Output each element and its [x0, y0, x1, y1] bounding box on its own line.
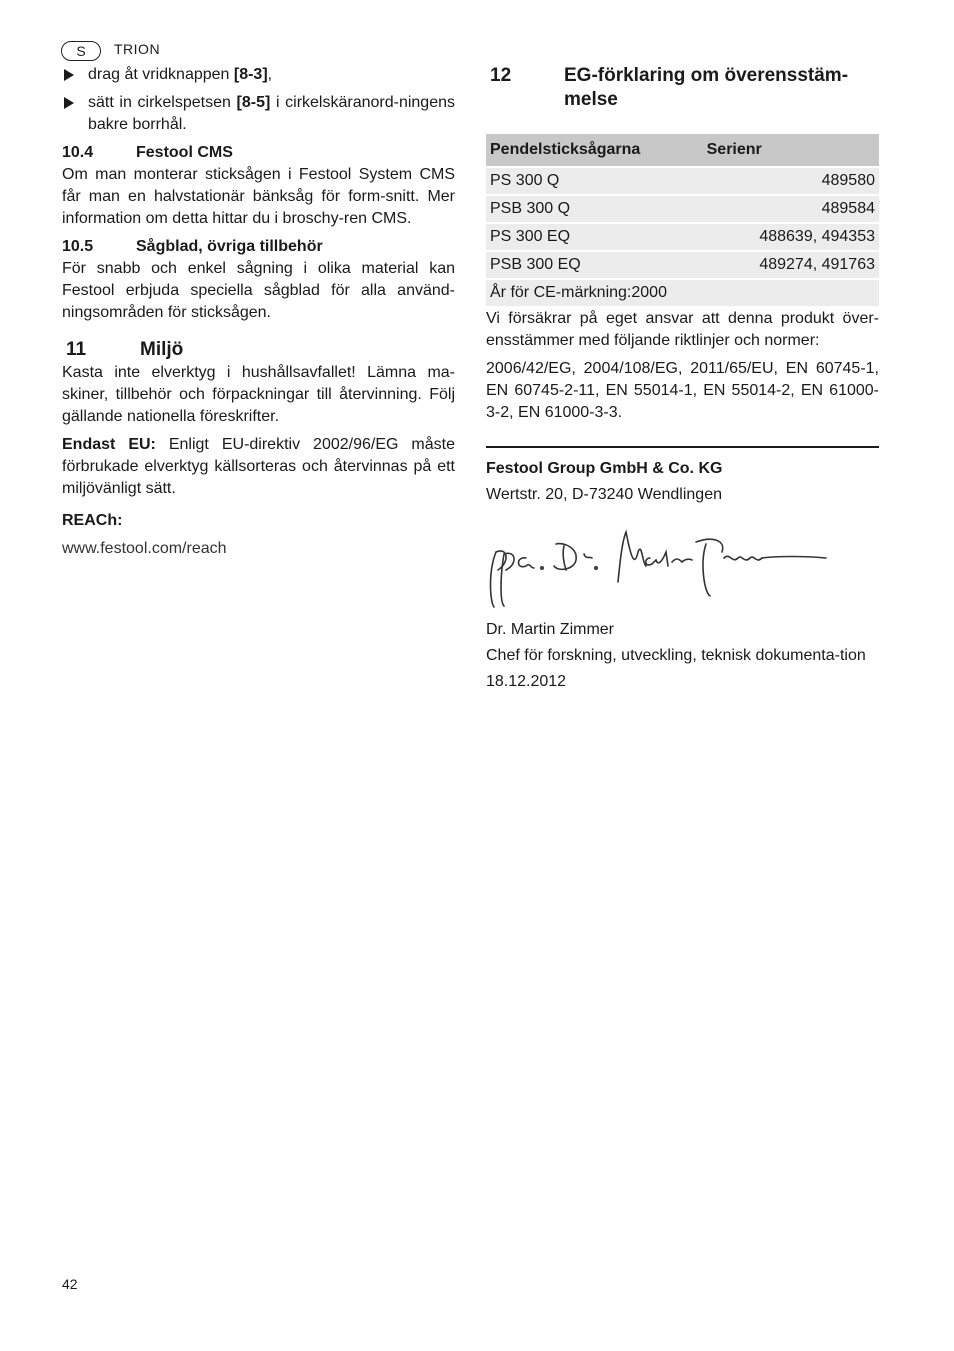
eu-notice: Endast EU: Enligt EU-direktiv 2002/96/EG måste förbrukade elverktyg källsorteras och återvinnas på ett miljövänligt sätt. — [62, 436, 455, 497]
bullet-arrow-icon — [64, 97, 74, 109]
section-heading-12: 12 EG-förklaring om överensstäm-melse — [490, 65, 849, 110]
figure-ref: [8-3] — [233, 66, 268, 83]
bullet-arrow-icon — [64, 69, 74, 81]
table-row: PS 300 Q 489580 — [486, 168, 879, 194]
section-heading-10-5: 10.5 Sågblad, övriga tillbehör — [62, 238, 323, 255]
right-column — [486, 64, 879, 693]
table-row: PSB 300 EQ 489274, 491763 — [486, 252, 879, 278]
section-heading-10-4: 10.4 Festool CMS — [62, 144, 233, 161]
bullet-item: drag åt vridknappen [8-3], — [62, 64, 455, 86]
language-badge: S — [61, 41, 101, 61]
company-address: Wertstr. 20, D-73240 Wendlingen — [486, 486, 722, 503]
signature-image — [486, 522, 831, 612]
bullet-item: sätt in cirkelspetsen [8-5] i cirkelskäranord-ningens bakre borrhål. — [62, 92, 455, 136]
table-row: PSB 300 Q 489584 — [486, 196, 879, 222]
table-row: PS 300 EQ 488639, 494353 — [486, 224, 879, 250]
page-number: 42 — [62, 1276, 78, 1292]
table-row-ce-year: År för CE-märkning:2000 — [486, 280, 879, 306]
left-column — [62, 64, 455, 560]
column-header-model: Pendelsticksågarna — [486, 134, 707, 166]
section-text-10-5: För snabb och enkel sågning i olika material kan Festool erbjuda speciella sågblad för alla använd-ningsområden för sticksågen. — [62, 260, 455, 321]
section-heading-11: 11 Miljö — [66, 339, 184, 360]
norms-list: 2006/42/EG, 2004/108/EG, 2011/65/EU, EN 60745-1, EN 60745-2-11, EN 55014-1, EN 55014-2, EN 61000-3-2, EN 61000-3-3. — [486, 360, 879, 421]
declaration-table — [486, 132, 879, 308]
signatory-role: Chef för forskning, utveckling, teknisk dokumenta-tion — [486, 647, 866, 664]
company-name: Festool Group GmbH & Co. KG — [486, 460, 723, 477]
section-text-10-4: Om man monterar sticksågen i Festool System CMS får man en halvstationär bänksåg för form-snitt. Mer information om detta hittar du i broschy-ren CMS. — [62, 166, 455, 227]
figure-ref: [8-5] — [236, 94, 271, 111]
reach-label: REACh: — [62, 512, 123, 529]
signatory-name: Dr. Martin Zimmer — [486, 621, 614, 638]
column-header-serial: Serienr — [707, 134, 879, 166]
signature-date: 18.12.2012 — [486, 673, 567, 690]
reach-link[interactable]: www.festool.com/reach — [62, 540, 227, 557]
product-name: TRION — [114, 41, 161, 57]
table-header-row — [486, 134, 879, 166]
declaration-text: Vi försäkrar på eget ansvar att denna produkt över-ensstämmer med följande riktlinjer och normer: — [486, 310, 879, 349]
divider — [486, 446, 879, 448]
environment-text: Kasta inte elverktyg i hushållsavfallet! Lämna ma-skiner, tillbehör och förpackningar till återvinning. Följ gällande nationella föreskrifter. — [62, 364, 455, 425]
